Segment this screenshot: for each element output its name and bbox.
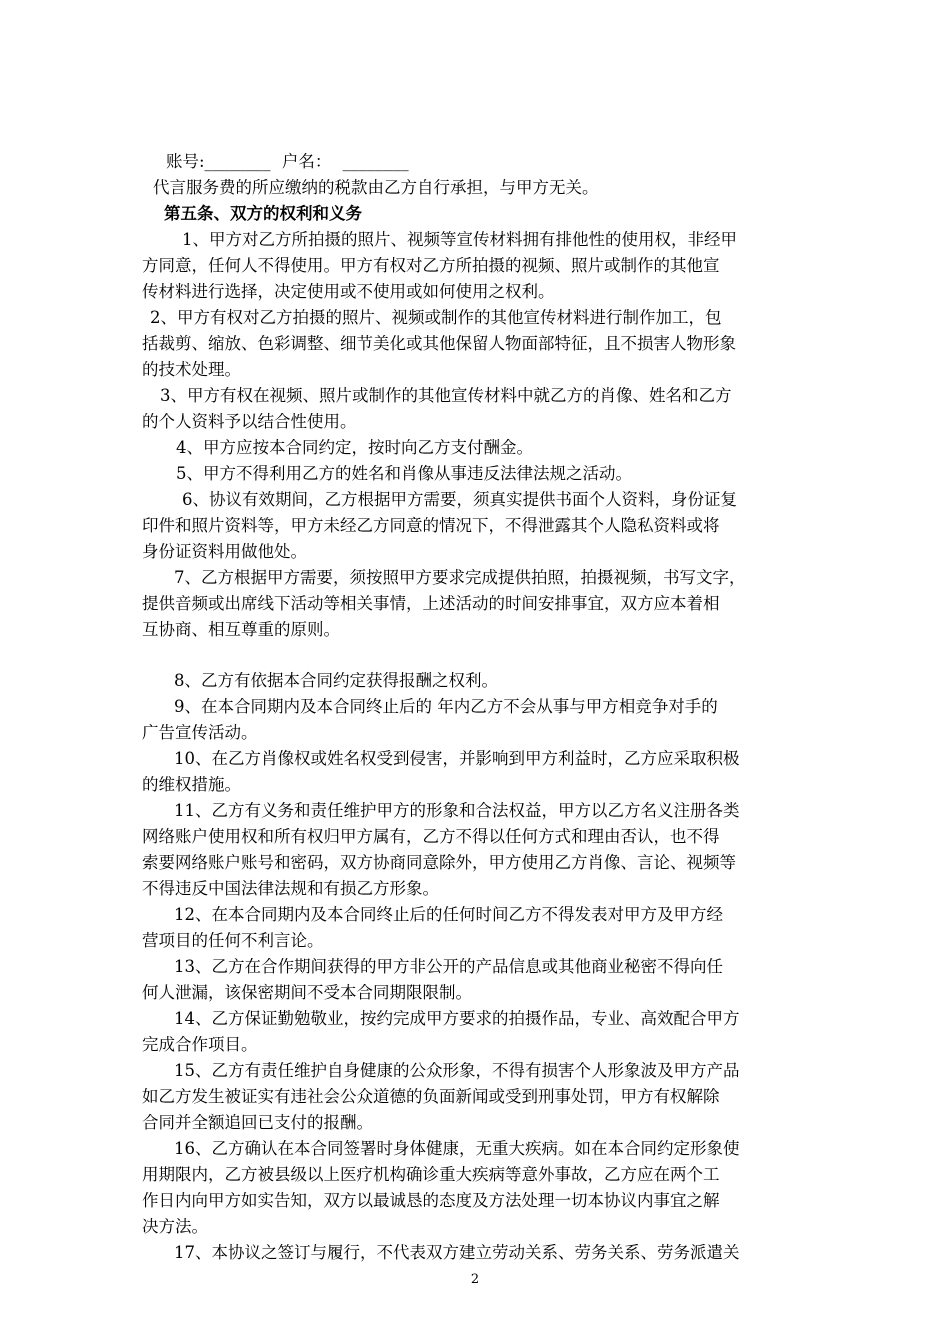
paragraph-line: 6、协议有效期间，乙方根据甲方需要，须真实提供书面个人资料，身份证复 (182, 490, 737, 509)
paragraph-line: 方同意，任何人不得使用。甲方有权对乙方所拍摄的视频、照片或制作的其他宣 (142, 256, 720, 275)
paragraph-line: 9、在本合同期内及本合同终止后的 年内乙方不会从事与甲方相竞争对手的 (174, 697, 718, 716)
page-number: 2 (470, 1272, 480, 1287)
paragraph-line: 的维权措施。 (142, 775, 241, 794)
paragraph-line: 广告宣传活动。 (142, 723, 258, 742)
paragraph-line: 16、乙方确认在本合同签署时身体健康，无重大疾病。如在本合同约定形象使 (174, 1139, 740, 1158)
paragraph-line: 5、甲方不得利用乙方的姓名和肖像从事违反法律法规之活动。 (176, 464, 632, 483)
paragraph-line: 12、在本合同期内及本合同终止后的任何时间乙方不得发表对甲方及甲方经 (174, 905, 723, 924)
paragraph-line: 11、乙方有义务和责任维护甲方的形象和合法权益，甲方以乙方名义注册各类 (174, 801, 740, 820)
paragraph-line: 4、甲方应按本合同约定，按时向乙方支付酬金。 (176, 438, 533, 457)
paragraph-line: 的个人资料予以结合性使用。 (142, 412, 357, 431)
paragraph-line: 提供音频或出席线下活动等相关事情，上述活动的时间安排事宜，双方应本着相 (142, 594, 720, 613)
paragraph-line: 网络账户使用权和所有权归甲方属有，乙方不得以任何方式和理由否认，也不得 (142, 827, 720, 846)
paragraph-line: 3、甲方有权在视频、照片或制作的其他宣传材料中就乙方的肖像、姓名和乙方 (160, 386, 732, 405)
paragraph-line: 如乙方发生被证实有违社会公众道德的负面新闻或受到刑事处罚，甲方有权解除 (142, 1087, 720, 1106)
paragraph-line: 合同并全额追回已支付的报酬。 (142, 1113, 373, 1132)
account-label: 账号:________ (166, 152, 271, 171)
paragraph-line: 完成合作项目。 (142, 1035, 258, 1054)
paragraph-line: 作日内向甲方如实告知，双方以最诚恳的态度及方法处理一切本协议内事宜之解 (142, 1191, 720, 1210)
account-line (166, 149, 836, 174)
paragraph-line: 2、甲方有权对乙方拍摄的照片、视频或制作的其他宣传材料进行制作加工，包 (150, 308, 722, 327)
paragraph-line: 15、乙方有责任维护自身健康的公众形象，不得有损害个人形象波及甲方产品 (174, 1061, 740, 1080)
paragraph-line: 索要网络账户账号和密码，双方协商同意除外，甲方使用乙方肖像、言论、视频等 (142, 853, 736, 872)
paragraph-line: 括裁剪、缩放、色彩调整、细节美化或其他保留人物面部特征，且不损害人物形象 (142, 334, 736, 353)
paragraph-line: 营项目的任何不利言论。 (142, 931, 324, 950)
section-title: 第五条、双方的权利和义务 (164, 204, 362, 223)
paragraph-line: 10、在乙方肖像权或姓名权受到侵害，并影响到甲方利益时，乙方应采取积极 (174, 749, 740, 768)
paragraph-line: 印件和照片资料等，甲方未经乙方同意的情况下，不得泄露其个人隐私资料或将 (142, 516, 720, 535)
paragraph-line: 互协商、相互尊重的原则。 (142, 620, 340, 639)
paragraph-line: 身份证资料用做他处。 (142, 542, 307, 561)
paragraph-line: 传材料进行选择，决定使用或不使用或如何使用之权利。 (142, 282, 555, 301)
paragraph-line: 用期限内，乙方被县级以上医疗机构确诊重大疾病等意外事故，乙方应在两个工 (142, 1165, 720, 1184)
paragraph-line: 何人泄漏，该保密期间不受本合同期限限制。 (142, 983, 472, 1002)
paragraph-line: 7、乙方根据甲方需要，须按照甲方要求完成提供拍照，拍摄视频，书写文字， (174, 568, 746, 587)
paragraph-line: 的技术处理。 (142, 360, 241, 379)
tax-note: 代言服务费的所应缴纳的税款由乙方自行承担，与甲方无关。 (153, 178, 599, 197)
paragraph-line: 17、本协议之签订与履行，不代表双方建立劳动关系、劳务关系、劳务派遣关 (174, 1243, 740, 1262)
paragraph-line: 8、乙方有依据本合同约定获得报酬之权利。 (174, 671, 498, 690)
paragraph-line: 13、乙方在合作期间获得的甲方非公开的产品信息或其他商业秘密不得向任 (174, 957, 723, 976)
paragraph-line: 决方法。 (142, 1217, 208, 1236)
paragraph-line: 1、甲方对乙方所拍摄的照片、视频等宣传材料拥有排他性的使用权，非经甲 (182, 230, 737, 249)
paragraph-line: 不得违反中国法律法规和有损乙方形象。 (142, 879, 439, 898)
name-blank: ________ (342, 152, 409, 171)
paragraph-line: 14、乙方保证勤勉敬业，按约完成甲方要求的拍摄作品，专业、高效配合甲方 (174, 1009, 740, 1028)
name-label: 户名： (281, 152, 332, 171)
